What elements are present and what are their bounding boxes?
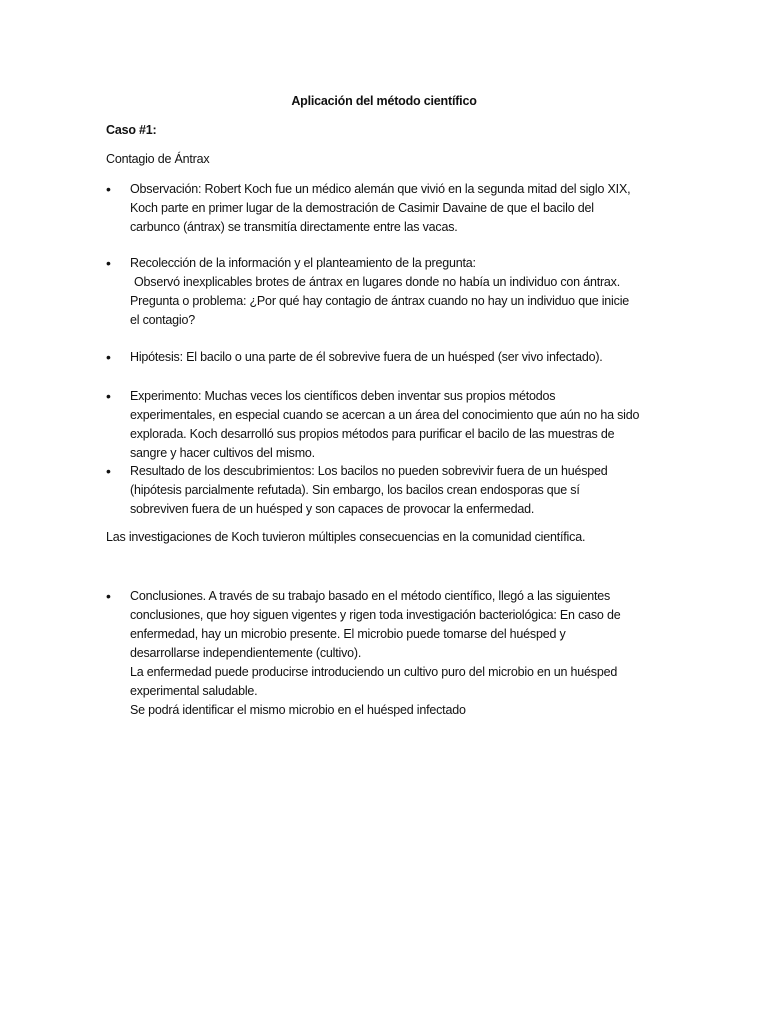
bullet-icon: •: [106, 588, 111, 604]
list-item-line: conclusiones, que hoy siguen vigentes y rigen toda investigación bacteriológica: En caso de: [130, 608, 621, 622]
list-item-resultado: [130, 462, 608, 519]
list-item-line: Recolección de la información y el planteamiento de la pregunta:: [130, 256, 476, 270]
list-item-line: desarrollarse independientemente (cultivo).: [130, 646, 362, 660]
list-item-line: Observación: Robert Koch fue un médico alemán que vivió en la segunda mitad del siglo XIX,: [130, 182, 631, 196]
list-item-line: Pregunta o problema: ¿Por qué hay contagio de ántrax cuando no hay un individuo que inicie: [130, 294, 630, 308]
paragraph-text: Las investigaciones de Koch tuvieron múltiples consecuencias en la comunidad científica.: [106, 530, 586, 544]
list-item-line: Observó inexplicables brotes de ántrax en lugares donde no había un individuo con ántrax.: [134, 275, 621, 289]
list-item-line: Se podrá identificar el mismo microbio en el huésped infectado: [130, 703, 466, 717]
case-label: Caso #1:: [106, 123, 157, 137]
list-item-line: Resultado de los descubrimientos: Los bacilos no pueden sobrevivir fuera de un huésped: [130, 464, 608, 478]
list-item-line: sangre y hacer cultivos del mismo.: [130, 446, 315, 460]
list-item-line: carbunco (ántrax) se transmitía directamente entre las vacas.: [130, 220, 458, 234]
bullet-icon: •: [106, 388, 111, 404]
list-item-conclusiones: [130, 587, 620, 720]
bullet-icon: •: [106, 181, 111, 197]
case-subtitle: Contagio de Ántrax: [106, 152, 210, 166]
list-item-hipotesis: [130, 348, 603, 367]
list-item-line: el contagio?: [130, 313, 196, 327]
list-item-line: explorada. Koch desarrolló sus propios métodos para purificar el bacilo de las muestras de: [130, 427, 615, 441]
list-item-line: Conclusiones. A través de su trabajo basado en el método científico, llegó a las siguientes: [130, 589, 611, 603]
list-item-line: La enfermedad puede producirse introduciendo un cultivo puro del microbio en un huésped: [130, 665, 618, 679]
list-item-line: sobreviven fuera de un huésped y son capaces de provocar la enfermedad.: [130, 502, 535, 516]
bullet-icon: •: [106, 463, 111, 479]
document-title: Aplicación del método científico: [291, 94, 477, 108]
list-item-line: Hipótesis: El bacilo o una parte de él sobrevive fuera de un huésped (ser vivo infectado).: [130, 350, 603, 364]
bullet-icon: •: [106, 255, 111, 271]
bullet-icon: •: [106, 349, 111, 365]
list-item-line: Koch parte en primer lugar de la demostración de Casimir Davaine de que el bacilo del: [130, 201, 594, 215]
list-item-line: experimental saludable.: [130, 684, 258, 698]
list-item-line: (hipótesis parcialmente refutada). Sin embargo, los bacilos crean endosporas que sí: [130, 483, 580, 497]
list-item-experimento: [130, 387, 639, 463]
list-item-recoleccion: [130, 254, 629, 330]
list-item-line: Experimento: Muchas veces los científicos deben inventar sus propios métodos: [130, 389, 556, 403]
list-item-line: enfermedad, hay un microbio presente. El microbio puede tomarse del huésped y: [130, 627, 566, 641]
list-item-line: experimentales, en especial cuando se acercan a un área del conocimiento que aún no ha sido: [130, 408, 640, 422]
list-item-observacion: [130, 180, 630, 237]
